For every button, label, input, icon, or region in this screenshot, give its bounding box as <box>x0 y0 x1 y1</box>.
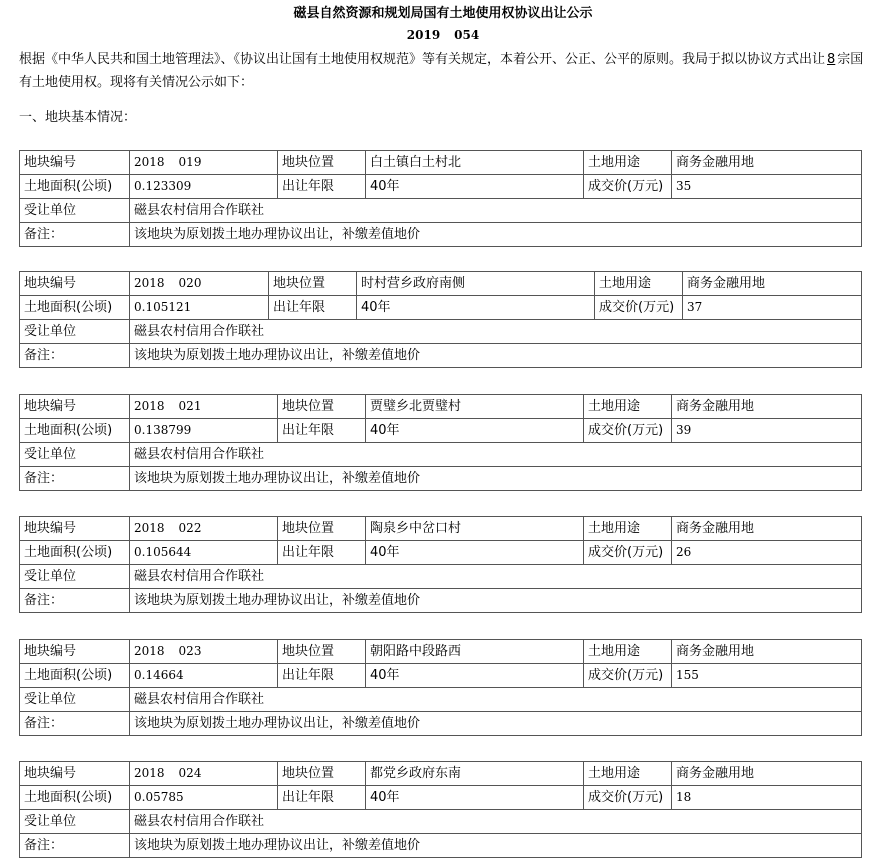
price-label: 成交价(万元) <box>584 541 672 565</box>
parcel-row-terms <box>20 175 862 199</box>
parcel-no-value <box>130 517 278 541</box>
land-use-label: 土地用途 <box>584 151 672 175</box>
parcel-no-serial: 024 <box>178 766 202 780</box>
parcel-row-grantee <box>20 199 862 223</box>
price-label: 成交价(万元) <box>595 296 683 320</box>
term-value: 40年 <box>366 419 584 443</box>
document-title: 磁县自然资源和规划局国有土地使用权协议出让公示 <box>293 6 593 21</box>
grantee-label: 受让单位 <box>20 688 130 712</box>
area-value: 0.105644 <box>130 541 278 565</box>
parcel-row-identity <box>20 640 862 664</box>
document-number-serial: 054 <box>454 28 480 42</box>
location-label: 地块位置 <box>278 395 366 419</box>
price-value: 26 <box>672 541 862 565</box>
parcel-no-serial: 021 <box>178 399 202 413</box>
price-value: 155 <box>672 664 862 688</box>
location-value: 陶泉乡中岔口村 <box>366 517 584 541</box>
parcel-no-value <box>130 640 278 664</box>
remarks-label: 备注： <box>20 589 130 613</box>
area-label: 土地面积(公顷) <box>20 786 130 810</box>
parcel-row-terms <box>20 786 862 810</box>
parcel-row-grantee <box>20 320 862 344</box>
land-use-label: 土地用途 <box>584 517 672 541</box>
section-heading: 一、地块基本情况： <box>19 110 137 125</box>
grantee-label: 受让单位 <box>20 810 130 834</box>
parcel-no-value <box>130 762 278 786</box>
parcel-row-terms <box>20 296 862 320</box>
location-value: 时村营乡政府南侧 <box>357 272 595 296</box>
parcel-row-identity <box>20 517 862 541</box>
land-use-label: 土地用途 <box>584 640 672 664</box>
area-label: 土地面积(公顷) <box>20 419 130 443</box>
term-label: 出让年限 <box>278 419 366 443</box>
parcel-row-remarks <box>20 223 862 247</box>
parcel-row-identity <box>20 151 862 175</box>
parcel-table <box>19 761 862 858</box>
parcel-row-terms <box>20 419 862 443</box>
area-label: 土地面积(公顷) <box>20 541 130 565</box>
parcel-row-terms <box>20 664 862 688</box>
document-number <box>0 27 886 43</box>
parcel-row-remarks <box>20 467 862 491</box>
land-use-value: 商务金融用地 <box>672 151 862 175</box>
parcel-row-grantee <box>20 688 862 712</box>
term-label: 出让年限 <box>278 664 366 688</box>
parcel-table <box>19 150 862 247</box>
location-label: 地块位置 <box>278 517 366 541</box>
parcel-row-remarks <box>20 834 862 858</box>
remarks-label: 备注： <box>20 834 130 858</box>
term-value: 40年 <box>366 175 584 199</box>
parcel-no-year: 2018 <box>134 644 165 658</box>
term-value: 40年 <box>366 541 584 565</box>
price-label: 成交价(万元) <box>584 786 672 810</box>
intro-paragraph <box>19 48 869 94</box>
grantee-label: 受让单位 <box>20 320 130 344</box>
location-label: 地块位置 <box>269 272 357 296</box>
location-value: 都党乡政府东南 <box>366 762 584 786</box>
parcel-no-value <box>130 151 278 175</box>
parcel-no-serial: 023 <box>178 644 202 658</box>
parcel-row-remarks <box>20 344 862 368</box>
intro-text-post: 宗国有土地使用权。现将有关情况公示如下： <box>19 52 864 90</box>
remarks-value: 该地块为原划拨土地办理协议出让，补缴差值地价 <box>130 467 862 491</box>
parcel-row-identity <box>20 395 862 419</box>
grantee-value: 磁县农村信用合作联社 <box>130 688 862 712</box>
location-label: 地块位置 <box>278 762 366 786</box>
price-value: 18 <box>672 786 862 810</box>
grantee-value: 磁县农村信用合作联社 <box>130 199 862 223</box>
parcel-table <box>19 639 862 736</box>
parcel-no-label: 地块编号 <box>20 272 130 296</box>
parcel-row-grantee <box>20 443 862 467</box>
location-value: 白土镇白土村北 <box>366 151 584 175</box>
term-label: 出让年限 <box>269 296 357 320</box>
parcel-no-year: 2018 <box>134 155 165 169</box>
grantee-value: 磁县农村信用合作联社 <box>130 443 862 467</box>
area-value: 0.105121 <box>130 296 269 320</box>
location-label: 地块位置 <box>278 151 366 175</box>
intro-text-pre: 根据《中华人民共和国土地管理法》、《协议出让国有土地使用权规范》等有关规定，本着公开、公正、公平的原则。我局于拟以协议方式出让 <box>19 52 826 67</box>
parcel-no-label: 地块编号 <box>20 762 130 786</box>
area-value: 0.123309 <box>130 175 278 199</box>
parcel-no-value <box>130 272 269 296</box>
area-label: 土地面积(公顷) <box>20 296 130 320</box>
land-use-label: 土地用途 <box>595 272 683 296</box>
parcel-row-grantee <box>20 565 862 589</box>
remarks-value: 该地块为原划拨土地办理协议出让，补缴差值地价 <box>130 589 862 613</box>
area-label: 土地面积(公顷) <box>20 664 130 688</box>
price-value: 37 <box>683 296 862 320</box>
parcel-no-label: 地块编号 <box>20 151 130 175</box>
land-use-label: 土地用途 <box>584 395 672 419</box>
parcel-no-serial: 022 <box>178 521 202 535</box>
parcel-no-label: 地块编号 <box>20 640 130 664</box>
remarks-value: 该地块为原划拨土地办理协议出让，补缴差值地价 <box>130 223 862 247</box>
remarks-value: 该地块为原划拨土地办理协议出让，补缴差值地价 <box>130 344 862 368</box>
price-label: 成交价(万元) <box>584 664 672 688</box>
term-value: 40年 <box>366 664 584 688</box>
land-use-value: 商务金融用地 <box>683 272 862 296</box>
parcel-row-identity <box>20 272 862 296</box>
grantee-value: 磁县农村信用合作联社 <box>130 565 862 589</box>
parcel-row-grantee <box>20 810 862 834</box>
parcel-no-label: 地块编号 <box>20 395 130 419</box>
remarks-value: 该地块为原划拨土地办理协议出让，补缴差值地价 <box>130 712 862 736</box>
remarks-label: 备注： <box>20 467 130 491</box>
term-label: 出让年限 <box>278 786 366 810</box>
area-label: 土地面积(公顷) <box>20 175 130 199</box>
location-value: 朝阳路中段路西 <box>366 640 584 664</box>
price-label: 成交价(万元) <box>584 419 672 443</box>
remarks-label: 备注： <box>20 223 130 247</box>
price-label: 成交价(万元) <box>584 175 672 199</box>
remarks-value: 该地块为原划拨土地办理协议出让，补缴差值地价 <box>130 834 862 858</box>
price-value: 39 <box>672 419 862 443</box>
parcel-table <box>19 516 862 613</box>
land-use-value: 商务金融用地 <box>672 395 862 419</box>
grantee-label: 受让单位 <box>20 443 130 467</box>
term-label: 出让年限 <box>278 175 366 199</box>
term-value: 40年 <box>357 296 595 320</box>
grantee-label: 受让单位 <box>20 199 130 223</box>
land-use-label: 土地用途 <box>584 762 672 786</box>
land-use-value: 商务金融用地 <box>672 640 862 664</box>
parcel-no-label: 地块编号 <box>20 517 130 541</box>
parcel-row-terms <box>20 541 862 565</box>
parcel-row-identity <box>20 762 862 786</box>
grantee-label: 受让单位 <box>20 565 130 589</box>
price-value: 35 <box>672 175 862 199</box>
parcel-no-serial: 019 <box>178 155 202 169</box>
parcel-no-serial: 020 <box>178 276 202 290</box>
remarks-label: 备注： <box>20 712 130 736</box>
land-use-value: 商务金融用地 <box>672 762 862 786</box>
land-use-value: 商务金融用地 <box>672 517 862 541</box>
grantee-value: 磁县农村信用合作联社 <box>130 810 862 834</box>
parcel-no-value <box>130 395 278 419</box>
area-value: 0.14664 <box>130 664 278 688</box>
parcel-row-remarks <box>20 589 862 613</box>
parcel-row-remarks <box>20 712 862 736</box>
grantee-value: 磁县农村信用合作联社 <box>130 320 862 344</box>
parcel-no-year: 2018 <box>134 766 165 780</box>
term-label: 出让年限 <box>278 541 366 565</box>
location-value: 贾璧乡北贾璧村 <box>366 395 584 419</box>
location-label: 地块位置 <box>278 640 366 664</box>
parcel-table <box>19 394 862 491</box>
remarks-label: 备注： <box>20 344 130 368</box>
document-number-year: 2019 <box>406 28 441 42</box>
intro-parcel-count: 8 <box>827 52 836 67</box>
area-value: 0.05785 <box>130 786 278 810</box>
parcel-no-year: 2018 <box>134 276 165 290</box>
parcel-no-year: 2018 <box>134 399 165 413</box>
parcel-no-year: 2018 <box>134 521 165 535</box>
area-value: 0.138799 <box>130 419 278 443</box>
parcel-table <box>19 271 862 368</box>
term-value: 40年 <box>366 786 584 810</box>
